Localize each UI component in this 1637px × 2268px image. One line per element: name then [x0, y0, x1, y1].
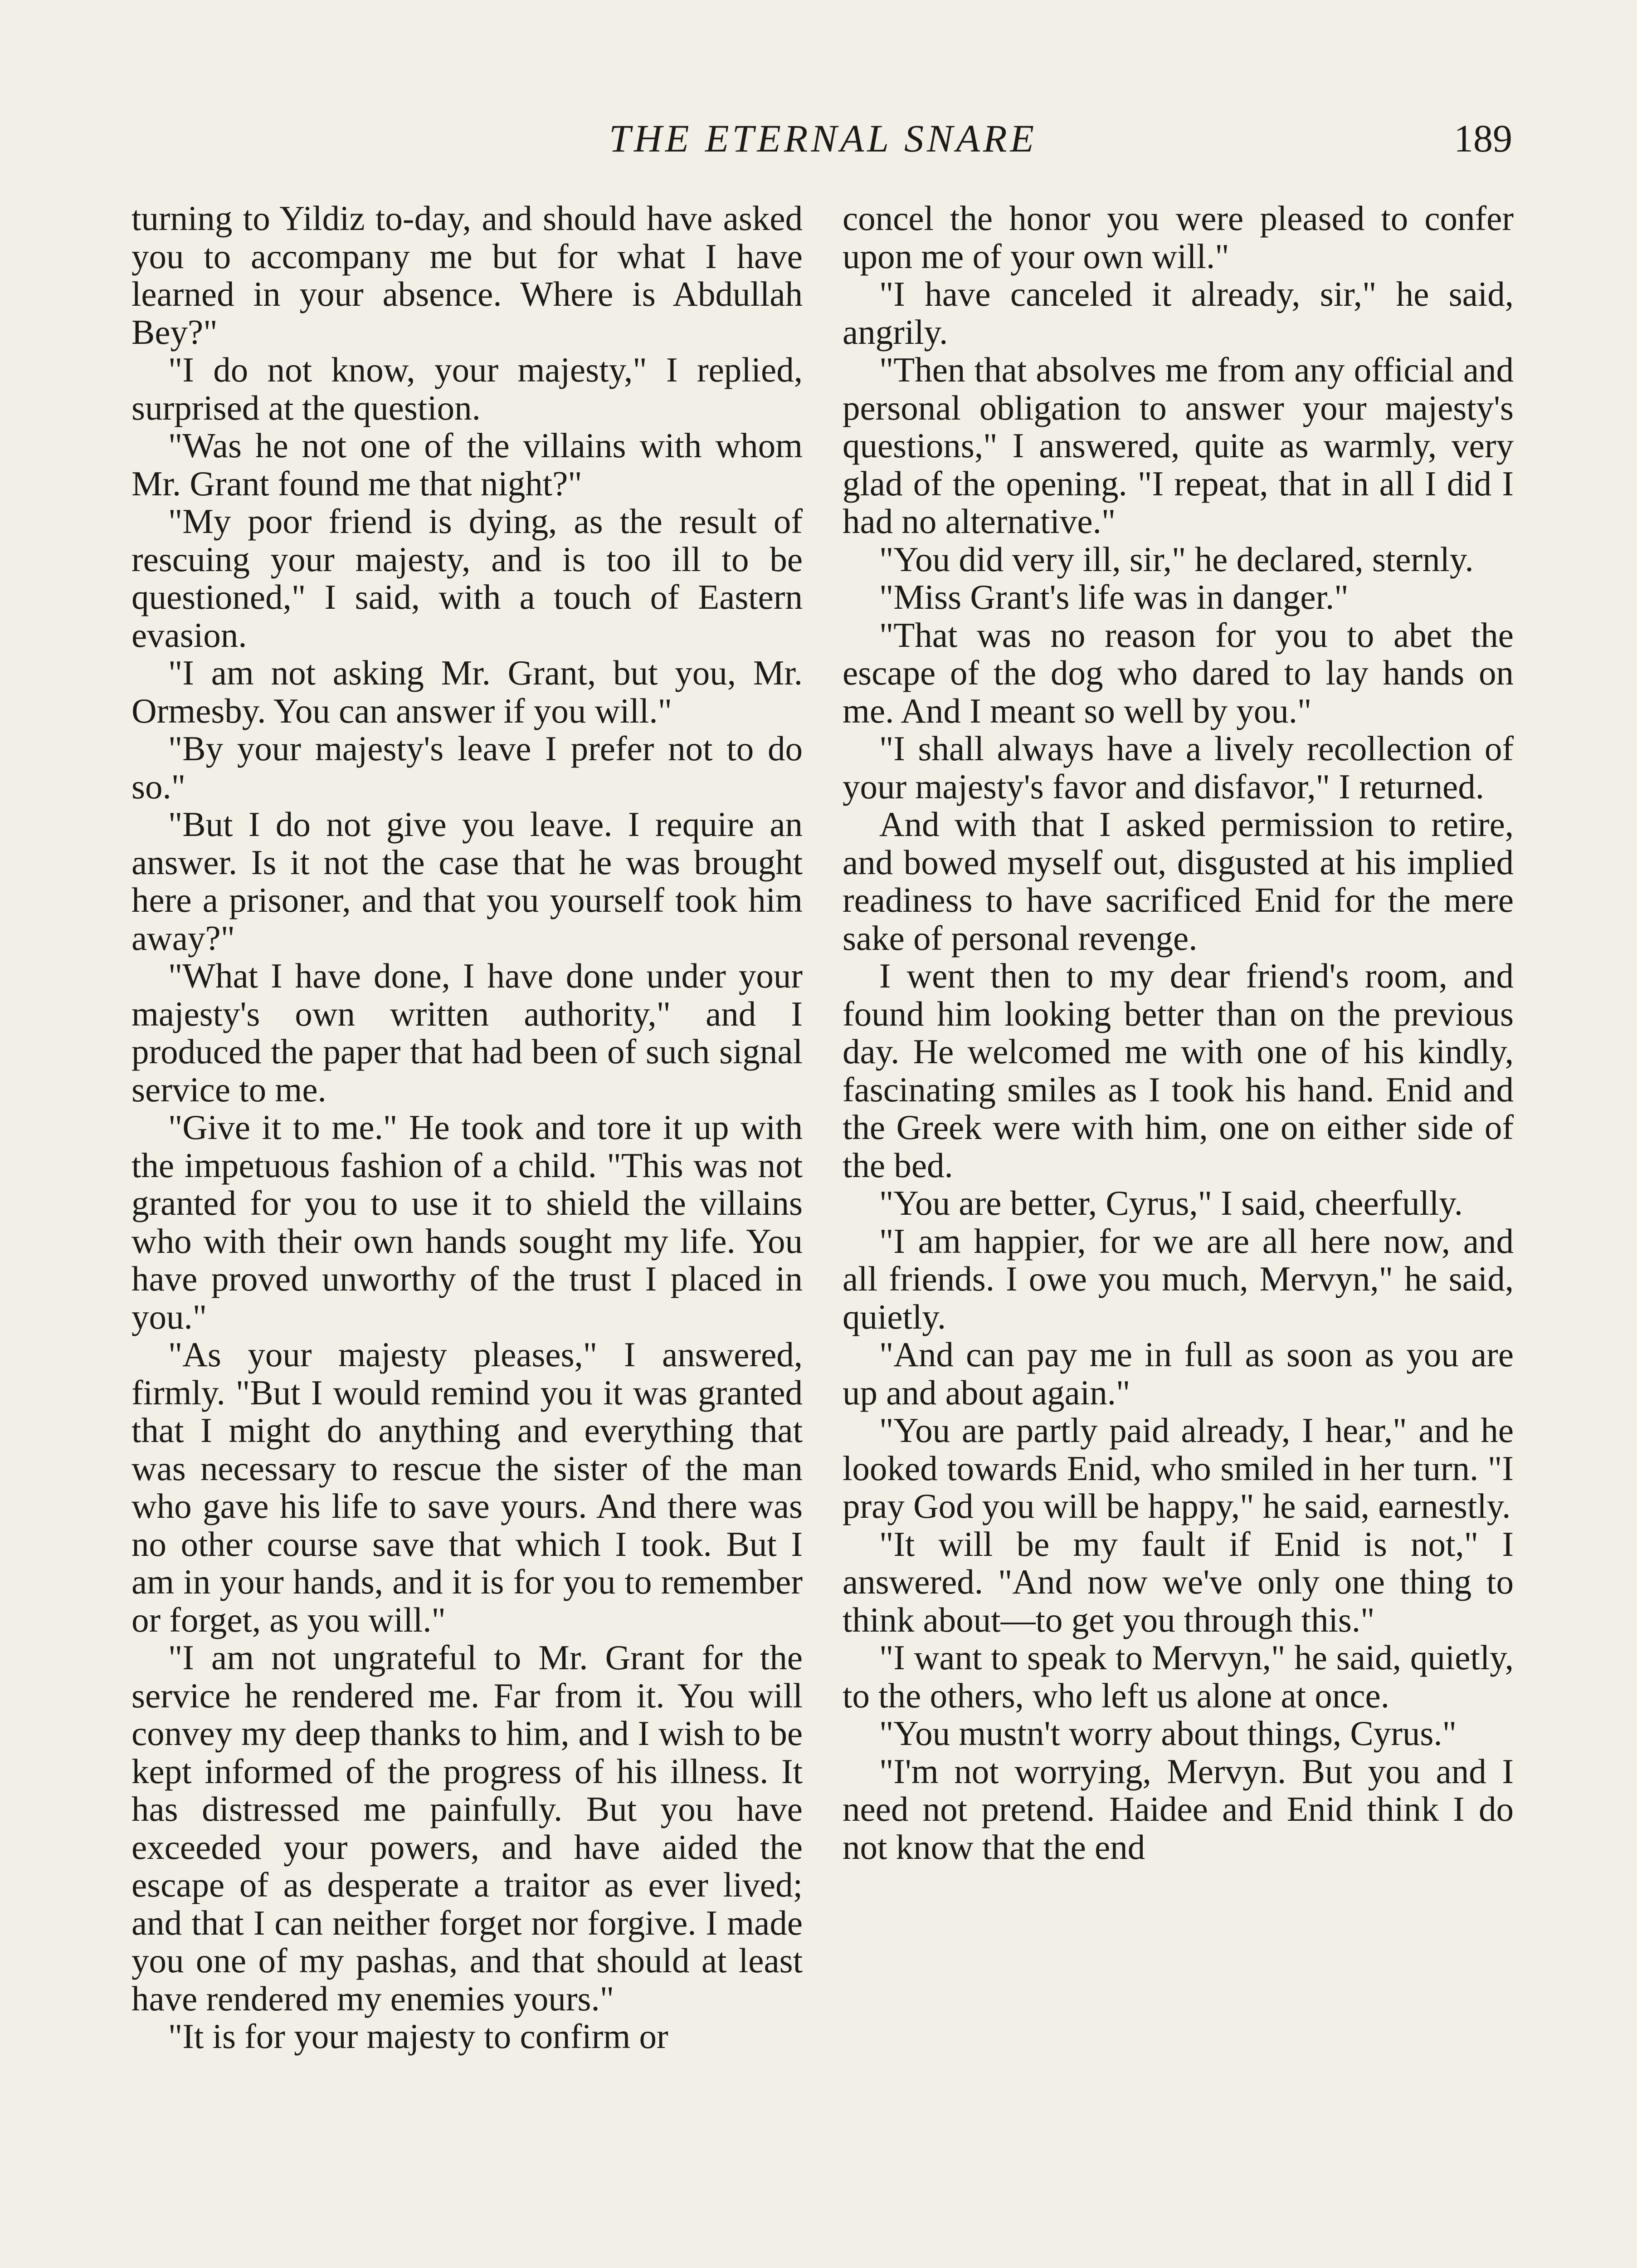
paragraph: "It is for your majesty to confirm or [168, 2017, 668, 2056]
paragraph: "By your majesty's leave I prefer not to do so." [132, 729, 803, 806]
paragraph: I went then to my dear friend's room, and found him looking better than on the previous day. He welcomed me with one of his kindly, fascinating smiles as I took his hand. Enid and the Greek were with him, one on either side of the bed. [843, 956, 1514, 1185]
paragraph: "As your majesty pleases," I answered, firmly. "But I would remind you it was granted that I might do anything and everything that was necessary to rescue the sister of the man who gave his life to save yours. And there was no other course save that which I took. But I am in your hands, and it is for you to remember or forget, as you will." [132, 1335, 803, 1639]
paragraph: "Then that absolves me from any official and personal obligation to answer your majesty's questions," I answered, quite as warmly, very glad of the opening. "I repeat, that in all I did I had no alternative." [843, 350, 1514, 541]
paragraph: "Was he not one of the villains with whom Mr. Grant found me that night?" [132, 426, 803, 503]
paragraph: "You mustn't worry about things, Cyrus." [879, 1714, 1457, 1753]
paragraph: "And can pay me in full as soon as you are up and about again." [843, 1335, 1514, 1412]
right-text-column [843, 200, 1514, 1866]
paragraph: "Give it to me." He took and tore it up with the impetuous fashion of a child. "This was not granted for you to use it to shield the villains who with their own hands sought my life. You have proved unworthy of the trust I placed in you." [132, 1108, 803, 1336]
paragraph: "Miss Grant's life was in danger." [879, 577, 1349, 616]
paragraph: "But I do not give you leave. I require an answer. Is it not the case that he was brought here a prisoner, and that you yourself took him away?" [132, 805, 803, 958]
paragraph: "My poor friend is dying, as the result of rescuing your majesty, and is too ill to be questioned," I said, with a touch of Eastern evasion. [132, 502, 803, 655]
paragraph: "What I have done, I have done under your majesty's own written authority," and I produced the paper that had been of such signal service to me. [132, 956, 803, 1109]
paragraph: "That was no reason for you to abet the escape of the dog who dared to lay hands on me. And I meant so well by you." [843, 615, 1514, 730]
paragraph: "It will be my fault if Enid is not," I answered. "And now we've only one thing to think about—to get you through this." [843, 1524, 1514, 1639]
paragraph: "I have canceled it already, sir," he said, angrily. [843, 274, 1514, 352]
paragraph: "I am not asking Mr. Grant, but you, Mr. Ormesby. You can answer if you will." [132, 653, 803, 730]
page-number: 189 [1454, 117, 1512, 160]
running-title: THE ETERNAL SNARE [609, 117, 1038, 160]
paragraph: "I shall always have a lively recollection of your majesty's favor and disfavor," I returned. [843, 729, 1514, 806]
paragraph: "I'm not worrying, Mervyn. But you and I need not pretend. Haidee and Enid think I do not know that the end [843, 1751, 1514, 1867]
paragraph: concel the honor you were pleased to confer upon me of your own will." [843, 199, 1514, 276]
paragraph: turning to Yildiz to-day, and should have asked you to accompany me but for what I have learned in your absence. Where is Abdullah Bey?" [132, 199, 803, 352]
left-text-column [132, 200, 803, 2056]
paragraph: "You are partly paid already, I hear," and he looked towards Enid, who smiled in her turn. "I pray God you will be happy," he said, earnestly. [843, 1411, 1514, 1525]
paragraph: "You are better, Cyrus," I said, cheerfully. [879, 1183, 1463, 1222]
paragraph: "I am happier, for we are all here now, and all friends. I owe you much, Mervyn," he said, quietly. [843, 1221, 1514, 1336]
paragraph: "I do not know, your majesty," I replied, surprised at the question. [132, 350, 803, 427]
paragraph: "You did very ill, sir," he declared, sternly. [879, 539, 1474, 579]
paragraph: "I am not ungrateful to Mr. Grant for the service he rendered me. Far from it. You will convey my deep thanks to him, and I wish to be kept informed of the progress of his illness. It has distressed me painfully. But you have exceeded your powers, and have aided the escape of as desperate a traitor as ever lived; and that I can neither forget nor forgive. I made you one of my pashas, and that should at least have rendered my enemies yours." [132, 1638, 803, 2018]
paragraph: And with that I asked permission to retire, and bowed myself out, disgusted at his implied readiness to have sacrificed Enid for the mere sake of personal revenge. [843, 805, 1514, 958]
paragraph: "I want to speak to Mervyn," he said, quietly, to the others, who left us alone at once. [843, 1638, 1514, 1715]
